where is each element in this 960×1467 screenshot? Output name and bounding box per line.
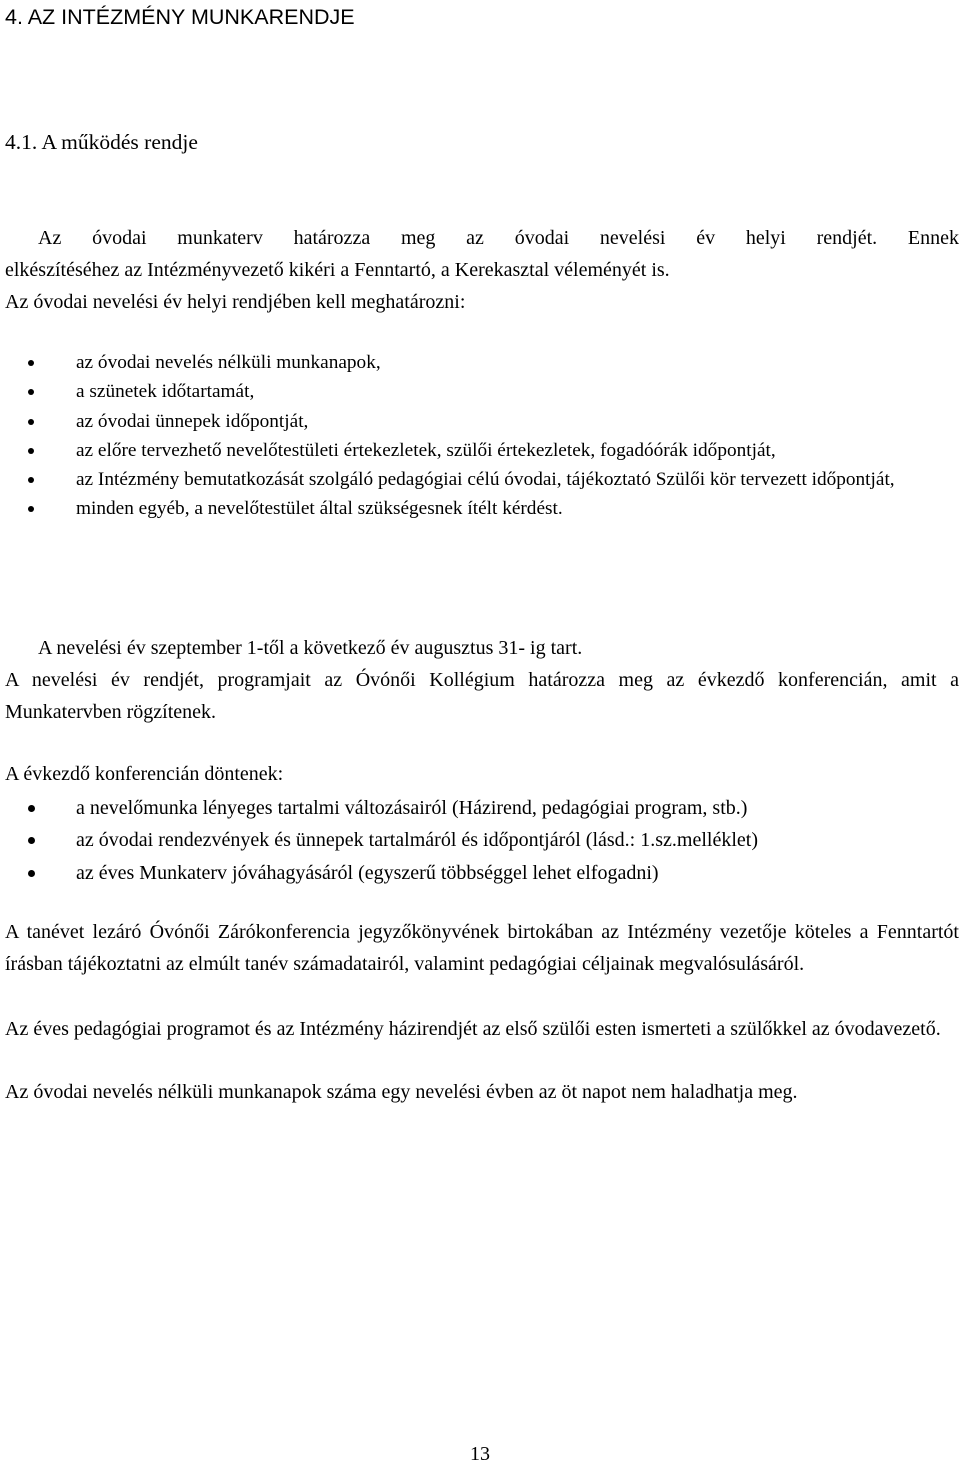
year-span-text: A nevelési év szeptember 1-től a következő év augusztus 31- ig tart. [38, 637, 583, 659]
bullet-icon [28, 477, 34, 483]
list-item-text: az előre tervezhető nevelőtestületi értekezletek, szülői értekezletek, fogadóórák időpontját, [76, 439, 776, 461]
bullet-icon [28, 870, 35, 877]
list-item [0, 494, 960, 523]
list-item [0, 465, 960, 494]
bullet-icon [28, 506, 34, 512]
closing-paragraph-3: Az óvodai nevelés nélküli munkanapok száma egy nevelési évben az öt napot nem haladhatja meg. [5, 1081, 798, 1103]
bullet-icon [28, 360, 34, 366]
subsection-heading: 4.1. A működés rendje [5, 130, 198, 154]
bullet-icon [28, 448, 34, 454]
bullet-icon [28, 837, 35, 844]
bullet-icon [28, 805, 35, 812]
list-item-text: a nevelőmunka lényeges tartalmi változásairól (Házirend, pedagógiai program, stb.) [76, 797, 748, 819]
list-item-text: az óvodai rendezvények és ünnepek tartalmáról és időpontjáról (lásd.: 1.sz.melléklet) [76, 829, 758, 852]
agenda-list [0, 348, 960, 524]
list-item-text: az éves Munkaterv jóváhagyásáról (egyszerű többséggel lehet elfogadni) [76, 861, 659, 884]
closing-paragraph-2: Az éves pedagógiai programot és az Intézmény házirendjét az első szülői esten ismerteti a szülőkkel az óvodavezető. [5, 1018, 941, 1040]
bullet-icon [28, 389, 34, 395]
list-item-text: a szünetek időtartamát, [76, 381, 255, 403]
intro-line-2: elkészítéséhez az Intézményvezető kikéri a Fenntartó, a Kerekasztal véleményét is. [5, 259, 670, 281]
bullet-icon [28, 419, 34, 425]
list-item-text: az Intézmény bemutatkozását szolgáló pedagógiai célú óvodai, tájékoztató Szülői kör tervezett időpontját, [76, 469, 895, 491]
list-item [0, 407, 960, 436]
page-number: 13 [470, 1443, 490, 1465]
list-item [0, 824, 960, 856]
section-heading: 4. AZ INTÉZMÉNY MUNKARENDJE [5, 5, 355, 29]
list-item [0, 792, 960, 824]
closing-paragraph-1: A tanévet lezáró Óvónői Zárókonferencia jegyzőkönyvének birtokában az Intézmény vezetője köteles a Fenntartót írásban tájékoztatni az elmúlt tanév számadatairól, valamint pedagógiai céljainak megvalósulásáról. [5, 921, 959, 976]
intro-line-3: Az óvodai nevelési év helyi rendjében kell meghatározni: [5, 291, 466, 313]
list-item [0, 348, 960, 377]
list-item [0, 377, 960, 406]
intro-line-1: Az óvodai munkaterv határozza meg az óvodai nevelési év helyi rendjét. Ennek [38, 227, 959, 249]
list-item-text: az óvodai ünnepek időpontját, [76, 410, 309, 432]
list-item [0, 857, 960, 889]
year-order-paragraph: A nevelési év rendjét, programjait az Óvónői Kollégium határozza meg az évkezdő konferencián, amit a Munkatervben rögzítenek. [5, 669, 959, 724]
list-item-text: minden egyéb, a nevelőtestület által szükségesnek ítélt kérdést. [76, 498, 563, 520]
decisions-list [0, 792, 960, 889]
conference-intro: A évkezdő konferencián döntenek: [5, 763, 284, 785]
list-item [0, 436, 960, 465]
list-item-text: az óvodai nevelés nélküli munkanapok, [76, 352, 381, 373]
